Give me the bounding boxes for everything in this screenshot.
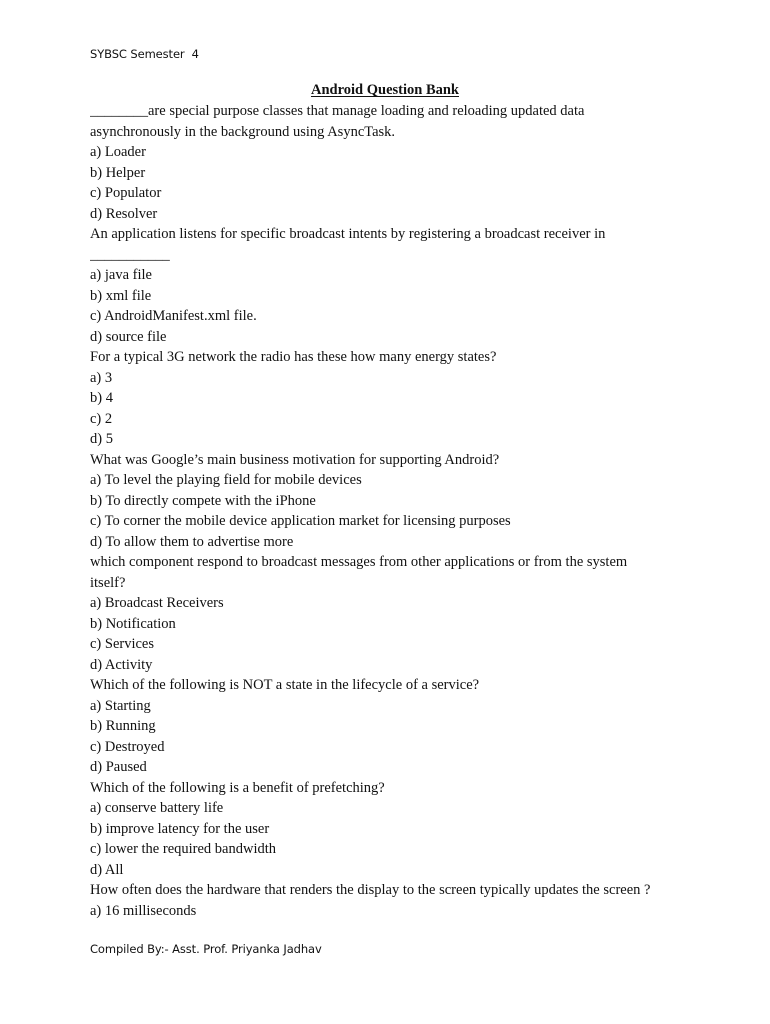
question-lines (90, 101, 690, 921)
page-header: SYBSC Semester 4 (90, 47, 199, 61)
text-line: Which of the following is NOT a state in the lifecycle of a service? (90, 677, 480, 693)
text-line: c) Populator (90, 185, 162, 201)
text-line: ___________ (90, 246, 170, 263)
text-line: c) Services (90, 636, 155, 652)
text-line: d) Resolver (90, 205, 158, 222)
document-title: Android Question Bank (310, 82, 459, 98)
text-line: a) 16 milliseconds (90, 902, 197, 919)
text-line: b) 4 (90, 390, 113, 406)
text-line: d) Paused (90, 759, 147, 775)
text-line: which component respond to broadcast messages from other applications or from the system (90, 554, 628, 570)
text-line: b) Helper (90, 164, 146, 181)
text-line: For a typical 3G network the radio has these how many energy states? (90, 349, 497, 365)
text-line: c) lower the required bandwidth (90, 841, 277, 857)
text-line: d) 5 (90, 431, 113, 447)
text-line: c) AndroidManifest.xml file. (90, 308, 257, 324)
text-line: c) 2 (90, 410, 113, 427)
text-line: b) To directly compete with the iPhone (90, 492, 316, 509)
text-line: b) Running (90, 718, 156, 734)
text-line: d) source file (90, 328, 167, 345)
text-line: c) Destroyed (90, 738, 165, 755)
text-line: d) Activity (90, 656, 153, 673)
text-line: Which of the following is a benefit of prefetching? (90, 779, 385, 796)
text-line: asynchronously in the background using AsyncTask. (90, 123, 396, 140)
text-line: d) All (90, 861, 124, 878)
text-line: b) improve latency for the user (90, 820, 270, 837)
text-line: b) Notification (90, 615, 176, 632)
text-line: What was Google’s main business motivation for supporting Android? (90, 451, 500, 468)
text-line: a) Starting (90, 697, 151, 714)
text-line: a) java file (90, 267, 152, 283)
text-line: b) xml file (90, 287, 152, 304)
text-line: How often does the hardware that renders the display to the screen typically updates the screen ? (90, 882, 651, 898)
text-line: c) To corner the mobile device application market for licensing purposes (90, 513, 511, 529)
text-line: itself? (90, 574, 126, 591)
text-line: d) To allow them to advertise more (90, 533, 294, 550)
text-line: An application listens for specific broadcast intents by registering a broadcast receiver in (90, 226, 606, 242)
text-line: ________are special purpose classes that manage loading and reloading updated data (90, 103, 585, 119)
text-line: a) To level the playing field for mobile devices (90, 472, 362, 488)
text-line: a) conserve battery life (90, 800, 224, 816)
text-line: a) Broadcast Receivers (90, 595, 224, 611)
text-line: a) 3 (90, 369, 113, 386)
text-line: a) Loader (90, 144, 146, 160)
page-footer: Compiled By:- Asst. Prof. Priyanka Jadhav (90, 942, 322, 956)
